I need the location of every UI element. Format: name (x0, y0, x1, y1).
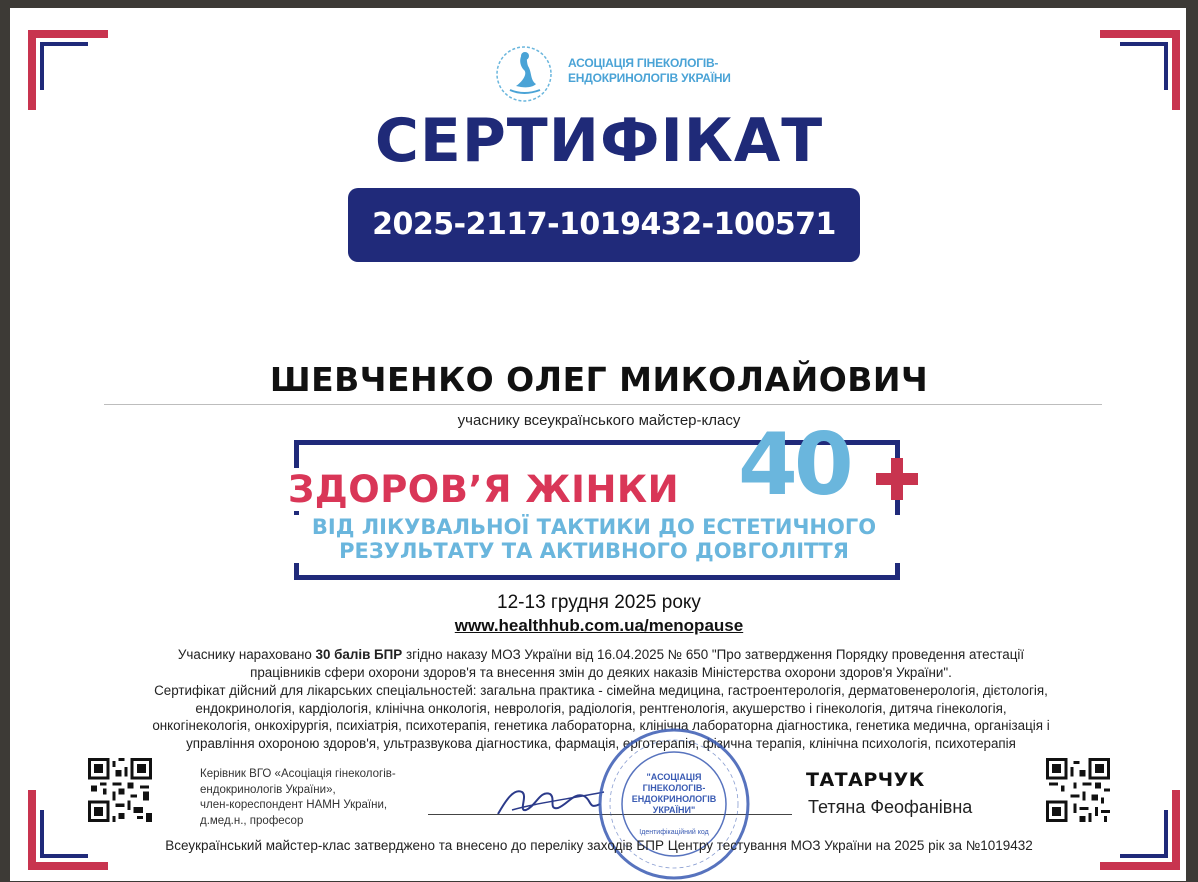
association-logo-icon (494, 44, 556, 104)
logo-line-2: ЕНДОКРИНОЛОГІВ УКРАЇНИ (568, 71, 731, 85)
points-prefix: Учаснику нараховано (177, 647, 316, 662)
specialties-line-4: управління охороною здоров'я, ультразвукова діагностика, фармація, ерготерапія, фізична терапія, клінічна психологія, психотерапія (186, 735, 1016, 751)
points-suffix: згідно наказу МОЗ України від 16.04.2025 № 650 "Про затвердження Порядку проведення атестації (402, 647, 1025, 662)
event-title: ЗДОРОВ’Я ЖІНКИ (284, 468, 683, 511)
official-stamp (596, 726, 752, 882)
specialties-line-3: онкогінекологія, онкохірургія, психіатрія, психотерапія, генетика лабораторна, клінічна лабораторна діагностика, генетика медична, організація і (152, 718, 1050, 733)
event-age-number: 40 (738, 415, 850, 515)
certificate-number: 2025-2117-1019432-100571 (348, 188, 860, 262)
logo-line-1: АСОЦІАЦІЯ ГІНЕКОЛОГІВ- (568, 56, 719, 70)
stamp-line-1: "АСОЦІАЦІЯ (646, 772, 702, 782)
stamp-line-2: ГІНЕКОЛОГІВ- (642, 783, 706, 793)
points-line-2: працівників сфери охорони здоров'я та внесення змін до деяких наказів Міністерства охорони здоров'я України". (250, 664, 952, 680)
association-logo-text (568, 56, 758, 86)
corner-bracket-top-right (1100, 30, 1180, 110)
handwritten-signature (492, 770, 612, 826)
signatory-position (200, 767, 396, 829)
specialties-line-2: ендокринологія, кардіологія, клінічна онкологія, неврологія, радіологія, рентгенологія, акушерство і гінекологія, дитяча гінекологія, (195, 700, 1007, 716)
corner-bracket-top-left (28, 30, 108, 110)
name-divider (104, 404, 1102, 405)
certificate-title: СЕРТИФІКАТ (374, 106, 824, 176)
signatory-position-line-2: ендокринологів України», (200, 783, 336, 796)
signatory-surname: ТАТАРЧУК (806, 769, 925, 791)
signatory-position-line-3: член-кореспондент НАМН України, (200, 799, 388, 811)
recipient-name: ШЕВЧЕНКО ОЛЕГ МИКОЛАЙОВИЧ (269, 360, 929, 399)
footer-approval: Всеукраїнський майстер-клас затверджено та внесено до переліку заходів БПР Центру тестування МОЗ України на 2025 рік за №1019432 (165, 838, 1033, 853)
points-value: 30 балів БПР (315, 647, 403, 662)
event-url: www.healthhub.com.ua/menopause (454, 616, 744, 635)
corner-bracket-bottom-right (1100, 790, 1180, 870)
stamp-code-label: Ідентифікаційний код (639, 829, 709, 836)
event-subtitle-line-1: ВІД ЛІКУВАЛЬНОЇ ТАКТИКИ ДО ЕСТЕТИЧНОГО (311, 515, 877, 539)
recipient-role: учаснику всеукраїнського майстер-класу (457, 412, 741, 429)
points-paragraph (84, 646, 1118, 681)
stamp-line-3: ЕНДОКРИНОЛОГІВ (631, 794, 717, 804)
signatory-first-names: Тетяна Феофанівна (808, 797, 973, 817)
signatory-position-line-1: Керівник ВГО «Асоціація гінекологів- (200, 768, 396, 780)
qr-code-left (88, 758, 152, 822)
plus-icon (876, 458, 918, 500)
event-date: 12-13 грудня 2025 року (497, 592, 701, 613)
stamp-line-4: УКРАЇНИ" (652, 805, 696, 815)
event-subtitle-line-2: РЕЗУЛЬТАТУ ТА АКТИВНОГО ДОВГОЛІТТЯ (339, 539, 849, 563)
signatory-position-line-4: д.мед.н., професор (200, 814, 304, 827)
event-subtitle (284, 515, 904, 563)
specialties-line-1: Сертифікат дійсний для лікарських спеціальностей: загальна практика - сімейна медицина, гастроентерологія, дерматовенерологія, дієтологія, (154, 683, 1048, 698)
qr-code-right (1046, 758, 1110, 822)
